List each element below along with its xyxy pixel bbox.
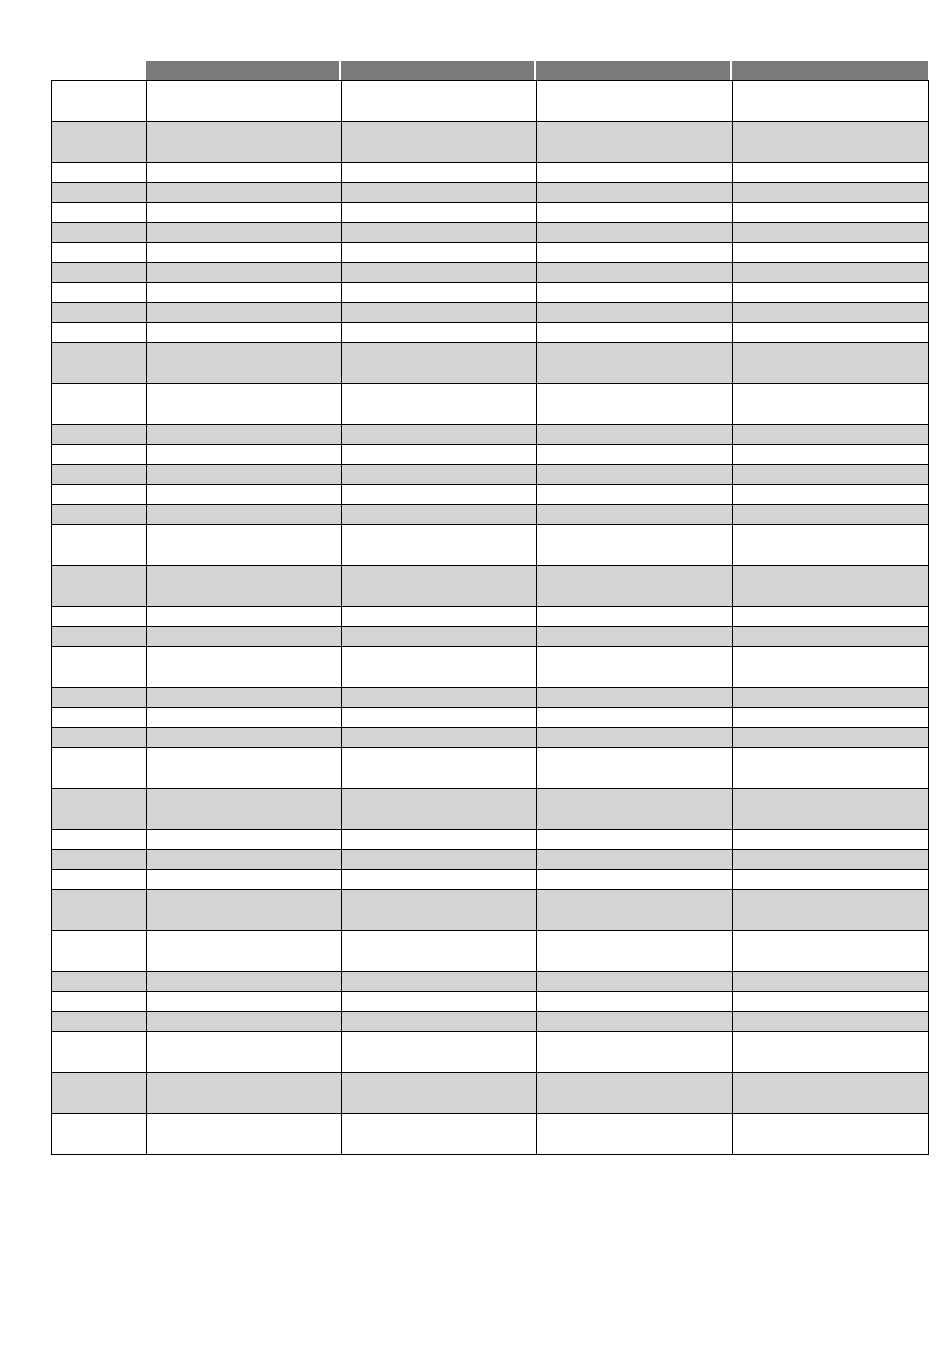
table-cell (147, 708, 342, 728)
table-row (52, 223, 929, 243)
table-cell (537, 384, 733, 425)
row-label-cell (52, 163, 147, 183)
table-cell (342, 303, 537, 323)
table-row (52, 243, 929, 263)
table-row (52, 789, 929, 830)
table-cell (342, 263, 537, 283)
table-cell (147, 203, 342, 223)
table-cell (147, 505, 342, 525)
table-row (52, 627, 929, 647)
table-cell (733, 708, 929, 728)
table-row (52, 1073, 929, 1114)
row-label-cell (52, 223, 147, 243)
table-cell (733, 850, 929, 870)
table-cell (147, 890, 342, 931)
row-label-cell (52, 122, 147, 163)
table-cell (342, 323, 537, 343)
table-cell (342, 789, 537, 830)
table-cell (537, 566, 733, 607)
table-cell (733, 972, 929, 992)
row-label-cell (52, 525, 147, 566)
table-cell (537, 183, 733, 203)
table-cell (733, 485, 929, 505)
table-row (52, 1032, 929, 1073)
table-row (52, 748, 929, 789)
table-cell (733, 384, 929, 425)
table-cell (342, 607, 537, 627)
table-cell (147, 122, 342, 163)
table-cell (733, 465, 929, 485)
table-cell (342, 890, 537, 931)
table-cell (147, 627, 342, 647)
row-label-cell (52, 972, 147, 992)
table-cell (342, 1073, 537, 1114)
row-label-cell (52, 850, 147, 870)
table-cell (147, 850, 342, 870)
table-cell (342, 972, 537, 992)
table-cell (537, 1073, 733, 1114)
table-row (52, 972, 929, 992)
table-cell (733, 323, 929, 343)
table-cell (733, 122, 929, 163)
table-cell (537, 1114, 733, 1155)
row-label-cell (52, 566, 147, 607)
table-row (52, 890, 929, 931)
table-cell (342, 425, 537, 445)
table-row (52, 263, 929, 283)
table-cell (537, 647, 733, 688)
table-cell (147, 243, 342, 263)
row-label-cell (52, 627, 147, 647)
table-cell (733, 607, 929, 627)
table-row (52, 566, 929, 607)
table-cell (537, 1012, 733, 1032)
table-cell (147, 343, 342, 384)
table-row (52, 81, 929, 122)
table-cell (342, 81, 537, 122)
table-cell (342, 485, 537, 505)
table-cell (147, 607, 342, 627)
table-cell (537, 283, 733, 303)
row-label-cell (52, 830, 147, 850)
table-cell (147, 303, 342, 323)
row-label-cell (52, 343, 147, 384)
table-row (52, 485, 929, 505)
table-cell (733, 870, 929, 890)
table-cell (342, 992, 537, 1012)
table-cell (342, 627, 537, 647)
table-cell (537, 425, 733, 445)
table-cell (147, 647, 342, 688)
header-cell (146, 61, 341, 80)
row-label-cell (52, 384, 147, 425)
row-label-cell (52, 1012, 147, 1032)
row-label-cell (52, 283, 147, 303)
table-cell (733, 627, 929, 647)
table-cell (537, 303, 733, 323)
table-cell (147, 465, 342, 485)
table-cell (537, 708, 733, 728)
table-cell (537, 243, 733, 263)
row-label-cell (52, 323, 147, 343)
table-cell (147, 445, 342, 465)
table-cell (733, 81, 929, 122)
table-row (52, 203, 929, 223)
table-cell (342, 830, 537, 850)
table-cell (342, 203, 537, 223)
table-cell (733, 789, 929, 830)
table-cell (147, 223, 342, 243)
table-cell (342, 1114, 537, 1155)
table-row (52, 1114, 929, 1155)
table-cell (733, 992, 929, 1012)
table-cell (147, 384, 342, 425)
row-label-cell (52, 485, 147, 505)
table-cell (537, 203, 733, 223)
row-label-cell (52, 263, 147, 283)
table-row (52, 1012, 929, 1032)
table-cell (537, 343, 733, 384)
row-label-cell (52, 303, 147, 323)
table-row (52, 183, 929, 203)
row-label-cell (52, 870, 147, 890)
table-cell (342, 566, 537, 607)
table-row (52, 850, 929, 870)
row-label-cell (52, 465, 147, 485)
row-label-cell (52, 81, 147, 122)
table-cell (537, 323, 733, 343)
table-body (52, 81, 929, 1155)
row-label-cell (52, 1114, 147, 1155)
table-row (52, 323, 929, 343)
table-cell (342, 728, 537, 748)
table-cell (147, 525, 342, 566)
table-row (52, 607, 929, 627)
table-row (52, 870, 929, 890)
table-cell (733, 163, 929, 183)
header-cell (732, 61, 928, 80)
table-cell (537, 505, 733, 525)
table-cell (733, 303, 929, 323)
table-row (52, 688, 929, 708)
row-label-cell (52, 728, 147, 748)
table-cell (733, 566, 929, 607)
row-label-cell (52, 931, 147, 972)
table-cell (147, 283, 342, 303)
table-cell (537, 789, 733, 830)
table-cell (537, 972, 733, 992)
table-cell (537, 1032, 733, 1073)
table-row (52, 525, 929, 566)
table-cell (537, 830, 733, 850)
table-cell (733, 243, 929, 263)
row-label-cell (52, 688, 147, 708)
table-cell (342, 445, 537, 465)
table-cell (342, 647, 537, 688)
table-cell (733, 343, 929, 384)
table-cell (537, 263, 733, 283)
table-cell (342, 283, 537, 303)
table-cell (342, 708, 537, 728)
table-cell (537, 122, 733, 163)
table-cell (733, 283, 929, 303)
table-cell (733, 1032, 929, 1073)
row-label-cell (52, 445, 147, 465)
table-cell (537, 607, 733, 627)
table-cell (733, 830, 929, 850)
table-cell (342, 525, 537, 566)
row-label-cell (52, 505, 147, 525)
table-cell (147, 789, 342, 830)
table-cell (342, 384, 537, 425)
table-cell (342, 1012, 537, 1032)
table-cell (733, 183, 929, 203)
table-cell (342, 850, 537, 870)
row-label-cell (52, 607, 147, 627)
row-label-cell (52, 183, 147, 203)
table-row (52, 122, 929, 163)
table-cell (147, 1032, 342, 1073)
table-cell (733, 728, 929, 748)
table-cell (342, 223, 537, 243)
table-cell (537, 688, 733, 708)
table-row (52, 830, 929, 850)
table-cell (147, 972, 342, 992)
row-label-cell (52, 708, 147, 728)
table-cell (733, 931, 929, 972)
table-cell (537, 445, 733, 465)
table-cell (342, 122, 537, 163)
table-cell (537, 627, 733, 647)
table-cell (733, 890, 929, 931)
table-cell (342, 688, 537, 708)
table-cell (342, 748, 537, 789)
table-row (52, 425, 929, 445)
table-cell (147, 1012, 342, 1032)
table-cell (537, 850, 733, 870)
row-label-cell (52, 890, 147, 931)
table-cell (342, 931, 537, 972)
table-cell (342, 870, 537, 890)
table-cell (342, 183, 537, 203)
table-row (52, 505, 929, 525)
table-cell (147, 1114, 342, 1155)
table-cell (537, 81, 733, 122)
row-label-cell (52, 789, 147, 830)
header-cell (536, 61, 732, 80)
table-cell (147, 566, 342, 607)
table-cell (147, 748, 342, 789)
table-cell (733, 505, 929, 525)
row-label-cell (52, 243, 147, 263)
table-cell (733, 203, 929, 223)
table-row (52, 445, 929, 465)
data-table (51, 80, 929, 1155)
table-cell (537, 748, 733, 789)
table-cell (147, 485, 342, 505)
header-cell (341, 61, 536, 80)
table-row (52, 303, 929, 323)
row-label-cell (52, 647, 147, 688)
table-cell (147, 992, 342, 1012)
table-cell (733, 647, 929, 688)
table-cell (537, 465, 733, 485)
table-cell (342, 465, 537, 485)
table-cell (147, 931, 342, 972)
table-cell (342, 343, 537, 384)
table-cell (733, 525, 929, 566)
table-cell (147, 830, 342, 850)
table-cell (733, 1012, 929, 1032)
table-cell (147, 183, 342, 203)
table-row (52, 465, 929, 485)
row-label-cell (52, 1032, 147, 1073)
table-cell (733, 1114, 929, 1155)
table-cell (147, 688, 342, 708)
table-cell (147, 425, 342, 445)
table-row (52, 283, 929, 303)
table-cell (537, 728, 733, 748)
row-label-cell (52, 203, 147, 223)
table-header-band (146, 61, 928, 80)
row-label-cell (52, 1073, 147, 1114)
table-cell (147, 163, 342, 183)
table-cell (537, 992, 733, 1012)
table-cell (147, 728, 342, 748)
table-cell (537, 223, 733, 243)
table-row (52, 163, 929, 183)
table-cell (733, 263, 929, 283)
table-row (52, 931, 929, 972)
table-cell (342, 505, 537, 525)
table-row (52, 384, 929, 425)
row-label-cell (52, 748, 147, 789)
table-row (52, 728, 929, 748)
row-label-cell (52, 425, 147, 445)
table-cell (147, 263, 342, 283)
table-cell (537, 870, 733, 890)
table-cell (147, 81, 342, 122)
table-row (52, 992, 929, 1012)
table-row (52, 708, 929, 728)
table-cell (537, 931, 733, 972)
row-label-cell (52, 992, 147, 1012)
table-cell (342, 1032, 537, 1073)
table-cell (537, 163, 733, 183)
table-cell (733, 425, 929, 445)
table-row (52, 343, 929, 384)
table-cell (537, 890, 733, 931)
table-cell (342, 163, 537, 183)
table-cell (342, 243, 537, 263)
table-cell (733, 445, 929, 465)
table-cell (537, 525, 733, 566)
table-cell (733, 1073, 929, 1114)
table-cell (733, 223, 929, 243)
table-cell (537, 485, 733, 505)
table-cell (733, 748, 929, 789)
table-cell (147, 1073, 342, 1114)
table-cell (147, 870, 342, 890)
table-cell (733, 688, 929, 708)
table-cell (147, 323, 342, 343)
table-row (52, 647, 929, 688)
